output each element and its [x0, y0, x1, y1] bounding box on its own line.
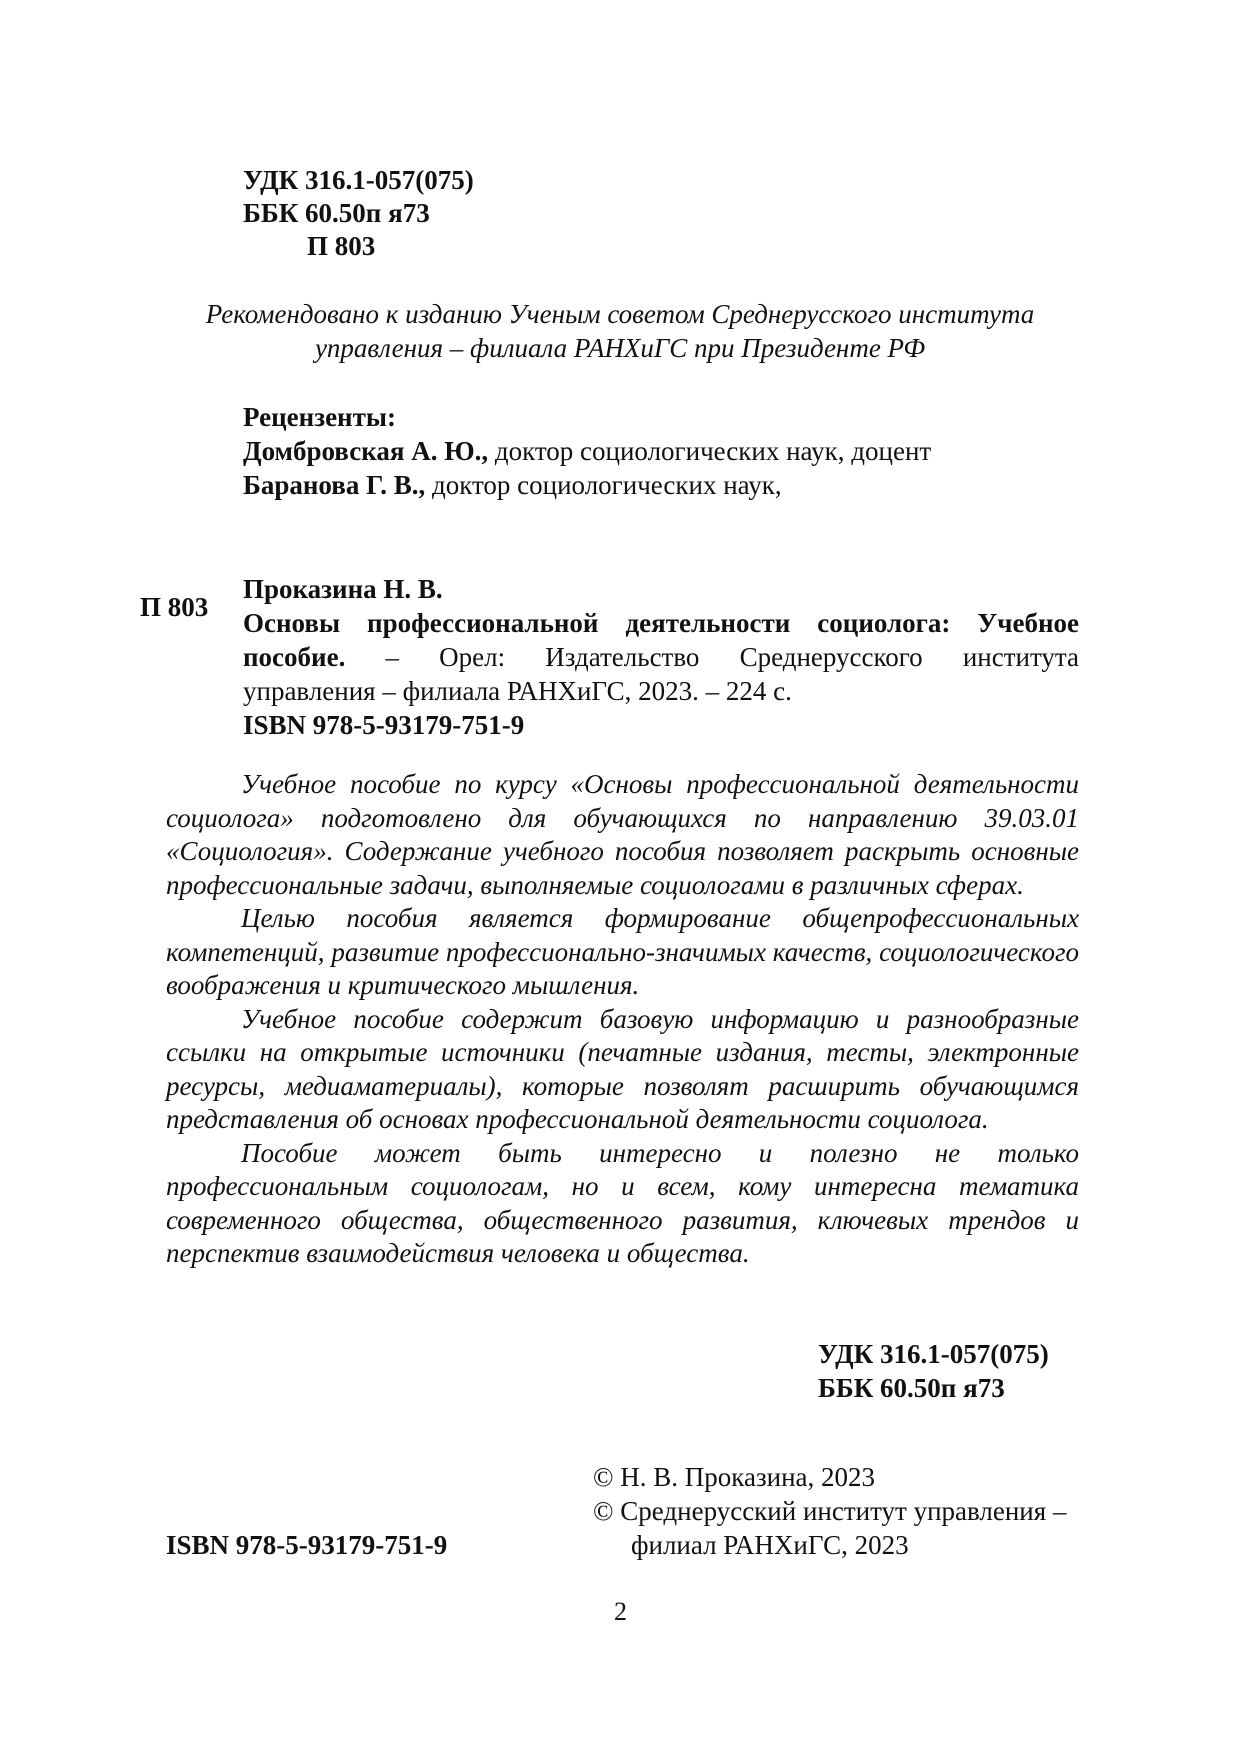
copyright-block — [593, 1460, 1066, 1562]
annotation-paragraph: Учебное пособие содержит базовую информацию и разнообразные ссылки на открытые источники (печатные издания, тесты, электронные ресурсы, медиаматериалы), которые позволят расширить обучающимся представления об основах профессиональной деятельности социолога. — [166, 1003, 1079, 1134]
reviewers-block — [243, 400, 931, 502]
page-number: 2 — [614, 1597, 627, 1626]
isbn-bottom: ISBN 978-5-93179-751-9 — [166, 1530, 448, 1560]
recommendation-note — [160, 297, 1080, 365]
recommendation-line-1: Рекомендовано к изданию Ученым советом Среднерусского института — [205, 299, 1035, 329]
bibliographic-record — [243, 572, 1079, 742]
book-imprint-start: – Орел: Издательство Среднерусского института — [345, 642, 1079, 672]
reviewer-item — [243, 468, 931, 502]
reviewer-name: Баранова Г. В., — [243, 470, 426, 500]
reviewer-name: Домбровская А. Ю., — [243, 436, 489, 466]
author-mark: П 803 — [307, 231, 376, 261]
book-imprint: управления – филиала РАНХиГС, 2023. – 224 с. — [243, 676, 792, 706]
book-title-line-2 — [243, 640, 1079, 674]
book-isbn: ISBN 978-5-93179-751-9 — [243, 710, 525, 740]
annotation-paragraph: Целью пособия является формирование общепрофессиональных компетенций, развитие профессионально-значимых качеств, социологического воображения и критического мышления. — [166, 903, 1079, 1000]
copyright-author: © Н. В. Проказина, 2023 — [593, 1462, 876, 1492]
udk-block-bottom — [818, 1337, 1049, 1405]
reviewer-title: доктор социологических наук, доцент — [488, 436, 932, 466]
biblio-code: П 803 — [140, 592, 209, 622]
bbk-code-bottom: ББК 60.50п я73 — [818, 1373, 1005, 1403]
reviewer-title: доктор социологических наук, — [425, 470, 782, 500]
bbk-code: ББК 60.50п я73 — [243, 198, 430, 228]
udk-code-bottom: УДК 316.1-057(075) — [818, 1339, 1049, 1369]
recommendation-line-2: управления – филиала РАНХиГС при Президенте РФ — [314, 333, 926, 363]
copyright-institute-cont: филиал РАНХиГС, 2023 — [631, 1530, 909, 1560]
reviewer-item — [243, 434, 931, 468]
annotation — [166, 768, 1079, 1271]
book-title-line-1: Основы профессиональной деятельности социолога: Учебное — [243, 608, 1079, 638]
annotation-paragraph: Учебное пособие по курсу «Основы профессиональной деятельности социолога» подготовлено для обучающихся по направлению 39.03.01 «Социология». Содержание учебного пособия позволяет раскрыть основные профессиональные задачи, выполняемые социологами в различных сферах. — [166, 769, 1079, 900]
udk-block-top — [243, 164, 474, 263]
copyright-institute: © Среднерусский институт управления – — [593, 1496, 1067, 1526]
book-title-end: пособие. — [243, 642, 346, 672]
reviewers-heading: Рецензенты: — [243, 402, 396, 432]
book-author: Проказина Н. В. — [243, 574, 443, 604]
udk-code: УДК 316.1-057(075) — [243, 165, 474, 195]
annotation-paragraph: Пособие может быть интересно и полезно не только профессиональным социологам, но и всем, кому интересна тематика современного общества, общественного развития, ключевых трендов и перспектив взаимодействия человека и общества. — [166, 1137, 1079, 1268]
